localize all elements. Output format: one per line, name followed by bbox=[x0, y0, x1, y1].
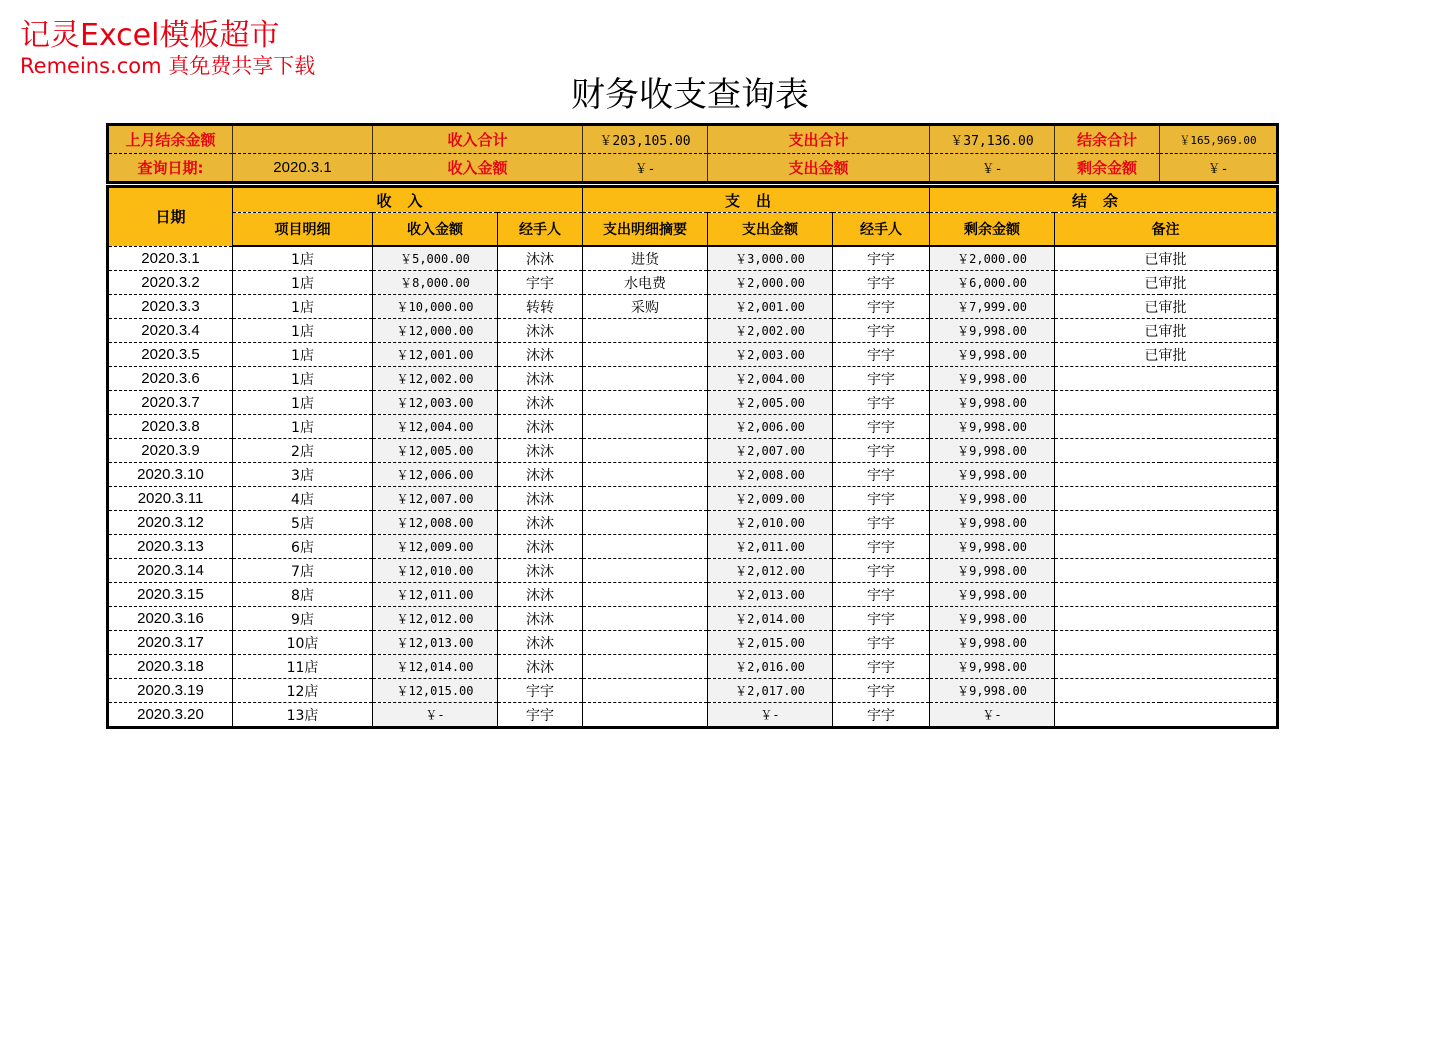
cell-date[interactable]: 2020.3.15 bbox=[108, 583, 233, 607]
cell-date[interactable]: 2020.3.20 bbox=[108, 703, 233, 728]
cell-expense-handler[interactable]: 宇宇 bbox=[833, 439, 930, 463]
query-date-input[interactable]: 2020.3.1 bbox=[233, 154, 373, 183]
cell-remarks[interactable] bbox=[1055, 511, 1278, 535]
cell-item-detail[interactable]: 1店 bbox=[233, 343, 373, 367]
expense-amount-value[interactable]: ￥- bbox=[930, 154, 1055, 183]
cell-expense-summary[interactable] bbox=[583, 583, 708, 607]
cell-expense-amount[interactable]: ￥- bbox=[708, 703, 833, 728]
cell-item-detail[interactable]: 1店 bbox=[233, 246, 373, 271]
cell-expense-summary[interactable] bbox=[583, 703, 708, 728]
cell-date[interactable]: 2020.3.5 bbox=[108, 343, 233, 367]
cell-expense-summary[interactable] bbox=[583, 679, 708, 703]
cell-remarks[interactable] bbox=[1055, 367, 1278, 391]
cell-date[interactable]: 2020.3.17 bbox=[108, 631, 233, 655]
cell-expense-amount[interactable]: ￥2,002.00 bbox=[708, 319, 833, 343]
cell-expense-handler[interactable]: 宇宇 bbox=[833, 295, 930, 319]
table-row bbox=[108, 391, 1278, 415]
cell-expense-handler[interactable]: 宇宇 bbox=[833, 463, 930, 487]
cell-date[interactable]: 2020.3.14 bbox=[108, 559, 233, 583]
remaining-value[interactable]: ￥- bbox=[1160, 154, 1278, 183]
cell-item-detail[interactable]: 1店 bbox=[233, 319, 373, 343]
cell-remarks[interactable] bbox=[1055, 487, 1278, 511]
cell-item-detail[interactable]: 11店 bbox=[233, 655, 373, 679]
cell-remarks[interactable]: 已审批 bbox=[1055, 343, 1278, 367]
cell-remaining-amount[interactable]: ￥6,000.00 bbox=[930, 271, 1055, 295]
cell-remaining-amount[interactable]: ￥9,998.00 bbox=[930, 439, 1055, 463]
cell-income-amount[interactable]: ￥12,005.00 bbox=[373, 439, 498, 463]
cell-remaining-amount[interactable]: ￥9,998.00 bbox=[930, 535, 1055, 559]
header-income-amount: 收入金额 bbox=[373, 213, 498, 247]
cell-income-handler[interactable]: 沐沐 bbox=[498, 463, 583, 487]
income-amount-value[interactable]: ￥- bbox=[583, 154, 708, 183]
prev-balance-value[interactable] bbox=[233, 125, 373, 154]
table-row bbox=[108, 343, 1278, 367]
cell-remaining-amount[interactable]: ￥9,998.00 bbox=[930, 367, 1055, 391]
cell-income-handler[interactable]: 沐沐 bbox=[498, 319, 583, 343]
cell-item-detail[interactable]: 3店 bbox=[233, 463, 373, 487]
cell-expense-handler[interactable]: 宇宇 bbox=[833, 343, 930, 367]
table-row bbox=[108, 295, 1278, 319]
cell-expense-handler[interactable]: 宇宇 bbox=[833, 415, 930, 439]
cell-date[interactable]: 2020.3.19 bbox=[108, 679, 233, 703]
cell-expense-handler[interactable]: 宇宇 bbox=[833, 583, 930, 607]
cell-remaining-amount[interactable]: ￥9,998.00 bbox=[930, 655, 1055, 679]
cell-income-handler[interactable]: 沐沐 bbox=[498, 607, 583, 631]
cell-expense-handler[interactable]: 宇宇 bbox=[833, 703, 930, 728]
expense-amount-label: 支出金额 bbox=[708, 154, 930, 183]
cell-income-amount[interactable]: ￥12,006.00 bbox=[373, 463, 498, 487]
cell-expense-summary[interactable] bbox=[583, 343, 708, 367]
cell-remaining-amount[interactable]: ￥9,998.00 bbox=[930, 607, 1055, 631]
cell-income-amount[interactable]: ￥12,000.00 bbox=[373, 319, 498, 343]
cell-expense-summary[interactable]: 采购 bbox=[583, 295, 708, 319]
cell-remaining-amount[interactable]: ￥9,998.00 bbox=[930, 559, 1055, 583]
header-income-handler: 经手人 bbox=[498, 213, 583, 247]
cell-date[interactable]: 2020.3.10 bbox=[108, 463, 233, 487]
cell-date[interactable]: 2020.3.18 bbox=[108, 655, 233, 679]
cell-remarks[interactable]: 已审批 bbox=[1055, 295, 1278, 319]
cell-remaining-amount[interactable]: ￥9,998.00 bbox=[930, 463, 1055, 487]
cell-expense-summary[interactable] bbox=[583, 367, 708, 391]
cell-item-detail[interactable]: 1店 bbox=[233, 295, 373, 319]
table-row bbox=[108, 703, 1278, 728]
cell-expense-amount[interactable]: ￥2,013.00 bbox=[708, 583, 833, 607]
table-row bbox=[108, 367, 1278, 391]
table-row bbox=[108, 271, 1278, 295]
cell-expense-amount[interactable]: ￥2,005.00 bbox=[708, 391, 833, 415]
cell-expense-handler[interactable]: 宇宇 bbox=[833, 367, 930, 391]
cell-expense-summary[interactable] bbox=[583, 391, 708, 415]
cell-income-handler[interactable]: 沐沐 bbox=[498, 391, 583, 415]
cell-income-handler[interactable]: 沐沐 bbox=[498, 343, 583, 367]
cell-income-amount[interactable]: ￥12,001.00 bbox=[373, 343, 498, 367]
cell-income-handler[interactable]: 沐沐 bbox=[498, 511, 583, 535]
header-expense-amount: 支出金额 bbox=[708, 213, 833, 247]
header-remarks: 备注 bbox=[1055, 213, 1278, 247]
cell-income-amount[interactable]: ￥12,009.00 bbox=[373, 535, 498, 559]
cell-expense-amount[interactable]: ￥2,015.00 bbox=[708, 631, 833, 655]
table-row bbox=[108, 511, 1278, 535]
cell-income-amount[interactable]: ￥12,002.00 bbox=[373, 367, 498, 391]
cell-remarks[interactable] bbox=[1055, 655, 1278, 679]
cell-income-handler[interactable]: 沐沐 bbox=[498, 583, 583, 607]
header-expense-summary: 支出明细摘要 bbox=[583, 213, 708, 247]
cell-expense-summary[interactable] bbox=[583, 487, 708, 511]
header-expense-section: 支出 bbox=[583, 187, 930, 213]
cell-item-detail[interactable]: 8店 bbox=[233, 583, 373, 607]
cell-item-detail[interactable]: 1店 bbox=[233, 415, 373, 439]
cell-income-handler[interactable]: 沐沐 bbox=[498, 559, 583, 583]
cell-date[interactable]: 2020.3.6 bbox=[108, 367, 233, 391]
table-row bbox=[108, 463, 1278, 487]
cell-expense-summary[interactable]: 进货 bbox=[583, 246, 708, 271]
cell-income-handler[interactable]: 沐沐 bbox=[498, 655, 583, 679]
cell-item-detail[interactable]: 10店 bbox=[233, 631, 373, 655]
cell-expense-amount[interactable]: ￥2,012.00 bbox=[708, 559, 833, 583]
header-balance-section: 结余 bbox=[930, 187, 1278, 213]
cell-remarks[interactable] bbox=[1055, 583, 1278, 607]
cell-income-amount[interactable]: ￥12,003.00 bbox=[373, 391, 498, 415]
cell-income-amount[interactable]: ￥10,000.00 bbox=[373, 295, 498, 319]
table-row bbox=[108, 319, 1278, 343]
cell-income-handler[interactable]: 沐沐 bbox=[498, 535, 583, 559]
cell-expense-handler[interactable]: 宇宇 bbox=[833, 246, 930, 271]
cell-date[interactable]: 2020.3.9 bbox=[108, 439, 233, 463]
table-row bbox=[108, 535, 1278, 559]
header-income-section: 收入 bbox=[233, 187, 583, 213]
cell-remaining-amount[interactable]: ￥7,999.00 bbox=[930, 295, 1055, 319]
cell-expense-summary[interactable] bbox=[583, 439, 708, 463]
cell-item-detail[interactable]: 1店 bbox=[233, 271, 373, 295]
ledger-table bbox=[106, 185, 1279, 729]
cell-date[interactable]: 2020.3.8 bbox=[108, 415, 233, 439]
summary-table bbox=[106, 123, 1279, 184]
cell-date[interactable]: 2020.3.2 bbox=[108, 271, 233, 295]
cell-income-amount[interactable]: ￥- bbox=[373, 703, 498, 728]
cell-expense-summary[interactable] bbox=[583, 463, 708, 487]
balance-total-label: 结余合计 bbox=[1055, 125, 1160, 154]
cell-date[interactable]: 2020.3.11 bbox=[108, 487, 233, 511]
cell-remaining-amount[interactable]: ￥9,998.00 bbox=[930, 343, 1055, 367]
cell-remaining-amount[interactable]: ￥9,998.00 bbox=[930, 487, 1055, 511]
cell-expense-amount[interactable]: ￥2,016.00 bbox=[708, 655, 833, 679]
header-date: 日期 bbox=[108, 187, 233, 247]
cell-remarks[interactable] bbox=[1055, 439, 1278, 463]
table-row bbox=[108, 679, 1278, 703]
cell-item-detail[interactable]: 6店 bbox=[233, 535, 373, 559]
cell-expense-amount[interactable]: ￥2,001.00 bbox=[708, 295, 833, 319]
cell-remarks[interactable] bbox=[1055, 535, 1278, 559]
cell-expense-summary[interactable] bbox=[583, 631, 708, 655]
cell-remarks[interactable] bbox=[1055, 631, 1278, 655]
cell-remarks[interactable] bbox=[1055, 607, 1278, 631]
prev-balance-label: 上月结余金额 bbox=[108, 125, 233, 154]
cell-remaining-amount[interactable]: ￥9,998.00 bbox=[930, 391, 1055, 415]
cell-date[interactable]: 2020.3.12 bbox=[108, 511, 233, 535]
income-total-label: 收入合计 bbox=[373, 125, 583, 154]
cell-income-amount[interactable]: ￥12,013.00 bbox=[373, 631, 498, 655]
cell-income-handler[interactable]: 沐沐 bbox=[498, 439, 583, 463]
cell-expense-amount[interactable]: ￥2,006.00 bbox=[708, 415, 833, 439]
table-row bbox=[108, 487, 1278, 511]
cell-income-amount[interactable]: ￥12,014.00 bbox=[373, 655, 498, 679]
cell-expense-handler[interactable]: 宇宇 bbox=[833, 319, 930, 343]
cell-expense-summary[interactable] bbox=[583, 607, 708, 631]
cell-item-detail[interactable]: 4店 bbox=[233, 487, 373, 511]
cell-expense-handler[interactable]: 宇宇 bbox=[833, 511, 930, 535]
cell-income-handler[interactable]: 转转 bbox=[498, 295, 583, 319]
cell-item-detail[interactable]: 9店 bbox=[233, 607, 373, 631]
cell-remaining-amount[interactable]: ￥9,998.00 bbox=[930, 415, 1055, 439]
cell-income-amount[interactable]: ￥12,004.00 bbox=[373, 415, 498, 439]
cell-income-handler[interactable]: 沐沐 bbox=[498, 246, 583, 271]
cell-item-detail[interactable]: 2店 bbox=[233, 439, 373, 463]
income-total-value[interactable]: ￥203,105.00 bbox=[583, 125, 708, 154]
cell-expense-amount[interactable]: ￥2,004.00 bbox=[708, 367, 833, 391]
cell-date[interactable]: 2020.3.7 bbox=[108, 391, 233, 415]
header-item-detail: 项目明细 bbox=[233, 213, 373, 247]
cell-remarks[interactable] bbox=[1055, 679, 1278, 703]
cell-remaining-amount[interactable]: ￥2,000.00 bbox=[930, 246, 1055, 271]
cell-remarks[interactable] bbox=[1055, 703, 1278, 728]
cell-income-handler[interactable]: 宇宇 bbox=[498, 679, 583, 703]
cell-remarks[interactable]: 已审批 bbox=[1055, 246, 1278, 271]
table-row bbox=[108, 559, 1278, 583]
cell-expense-amount[interactable]: ￥2,011.00 bbox=[708, 535, 833, 559]
cell-expense-amount[interactable]: ￥2,003.00 bbox=[708, 343, 833, 367]
cell-income-handler[interactable]: 宇宇 bbox=[498, 703, 583, 728]
cell-expense-amount[interactable]: ￥2,007.00 bbox=[708, 439, 833, 463]
cell-remaining-amount[interactable]: ￥- bbox=[930, 703, 1055, 728]
cell-expense-handler[interactable]: 宇宇 bbox=[833, 487, 930, 511]
cell-income-handler[interactable]: 沐沐 bbox=[498, 415, 583, 439]
table-row bbox=[108, 415, 1278, 439]
cell-expense-summary[interactable]: 水电费 bbox=[583, 271, 708, 295]
cell-income-handler[interactable]: 宇宇 bbox=[498, 271, 583, 295]
cell-expense-handler[interactable]: 宇宇 bbox=[833, 535, 930, 559]
cell-item-detail[interactable]: 5店 bbox=[233, 511, 373, 535]
cell-remaining-amount[interactable]: ￥9,998.00 bbox=[930, 319, 1055, 343]
cell-expense-handler[interactable]: 宇宇 bbox=[833, 607, 930, 631]
cell-expense-amount[interactable]: ￥2,010.00 bbox=[708, 511, 833, 535]
cell-expense-handler[interactable]: 宇宇 bbox=[833, 679, 930, 703]
balance-total-value[interactable]: ￥165,969.00 bbox=[1160, 125, 1278, 154]
cell-item-detail[interactable]: 1店 bbox=[233, 391, 373, 415]
cell-income-amount[interactable]: ￥12,007.00 bbox=[373, 487, 498, 511]
cell-item-detail[interactable]: 13店 bbox=[233, 703, 373, 728]
table-row bbox=[108, 607, 1278, 631]
cell-income-handler[interactable]: 沐沐 bbox=[498, 367, 583, 391]
cell-remaining-amount[interactable]: ￥9,998.00 bbox=[930, 583, 1055, 607]
cell-expense-amount[interactable]: ￥2,000.00 bbox=[708, 271, 833, 295]
expense-total-value[interactable]: ￥37,136.00 bbox=[930, 125, 1055, 154]
cell-item-detail[interactable]: 1店 bbox=[233, 367, 373, 391]
cell-expense-summary[interactable] bbox=[583, 415, 708, 439]
cell-expense-handler[interactable]: 宇宇 bbox=[833, 631, 930, 655]
cell-remarks[interactable] bbox=[1055, 391, 1278, 415]
cell-income-handler[interactable]: 沐沐 bbox=[498, 631, 583, 655]
cell-item-detail[interactable]: 12店 bbox=[233, 679, 373, 703]
cell-expense-handler[interactable]: 宇宇 bbox=[833, 655, 930, 679]
watermark-title: 记灵Excel模板超市 bbox=[20, 18, 280, 53]
cell-income-amount[interactable]: ￥8,000.00 bbox=[373, 271, 498, 295]
page-title: 财务收支查询表 bbox=[571, 75, 809, 115]
cell-income-amount[interactable]: ￥5,000.00 bbox=[373, 246, 498, 271]
watermark-subtitle: Remeins.com 真免费共享下载 bbox=[20, 54, 316, 78]
cell-expense-handler[interactable]: 宇宇 bbox=[833, 271, 930, 295]
cell-expense-amount[interactable]: ￥2,009.00 bbox=[708, 487, 833, 511]
cell-expense-handler[interactable]: 宇宇 bbox=[833, 391, 930, 415]
cell-item-detail[interactable]: 7店 bbox=[233, 559, 373, 583]
cell-remarks[interactable]: 已审批 bbox=[1055, 319, 1278, 343]
table-row bbox=[108, 439, 1278, 463]
cell-date[interactable]: 2020.3.13 bbox=[108, 535, 233, 559]
cell-expense-summary[interactable] bbox=[583, 655, 708, 679]
cell-remaining-amount[interactable]: ￥9,998.00 bbox=[930, 511, 1055, 535]
header-expense-handler: 经手人 bbox=[833, 213, 930, 247]
cell-expense-summary[interactable] bbox=[583, 535, 708, 559]
cell-income-amount[interactable]: ￥12,008.00 bbox=[373, 511, 498, 535]
cell-income-amount[interactable]: ￥12,010.00 bbox=[373, 559, 498, 583]
cell-income-amount[interactable]: ￥12,015.00 bbox=[373, 679, 498, 703]
cell-remarks[interactable] bbox=[1055, 415, 1278, 439]
cell-expense-summary[interactable] bbox=[583, 319, 708, 343]
income-amount-label: 收入金额 bbox=[373, 154, 583, 183]
cell-date[interactable]: 2020.3.4 bbox=[108, 319, 233, 343]
cell-expense-amount[interactable]: ￥2,014.00 bbox=[708, 607, 833, 631]
cell-expense-amount[interactable]: ￥2,017.00 bbox=[708, 679, 833, 703]
table-row bbox=[108, 655, 1278, 679]
cell-remarks[interactable]: 已审批 bbox=[1055, 271, 1278, 295]
cell-date[interactable]: 2020.3.3 bbox=[108, 295, 233, 319]
cell-date[interactable]: 2020.3.1 bbox=[108, 246, 233, 271]
table-row bbox=[108, 631, 1278, 655]
cell-remarks[interactable] bbox=[1055, 559, 1278, 583]
cell-expense-summary[interactable] bbox=[583, 559, 708, 583]
header-remaining-amount: 剩余金额 bbox=[930, 213, 1055, 247]
cell-income-amount[interactable]: ￥12,011.00 bbox=[373, 583, 498, 607]
cell-expense-amount[interactable]: ￥2,008.00 bbox=[708, 463, 833, 487]
cell-income-amount[interactable]: ￥12,012.00 bbox=[373, 607, 498, 631]
cell-remaining-amount[interactable]: ￥9,998.00 bbox=[930, 631, 1055, 655]
cell-expense-amount[interactable]: ￥3,000.00 bbox=[708, 246, 833, 271]
cell-remarks[interactable] bbox=[1055, 463, 1278, 487]
table-row bbox=[108, 246, 1278, 271]
expense-total-label: 支出合计 bbox=[708, 125, 930, 154]
cell-expense-summary[interactable] bbox=[583, 511, 708, 535]
table-row bbox=[108, 583, 1278, 607]
remaining-label: 剩余金额 bbox=[1055, 154, 1160, 183]
cell-expense-handler[interactable]: 宇宇 bbox=[833, 559, 930, 583]
cell-date[interactable]: 2020.3.16 bbox=[108, 607, 233, 631]
cell-remaining-amount[interactable]: ￥9,998.00 bbox=[930, 679, 1055, 703]
cell-income-handler[interactable]: 沐沐 bbox=[498, 487, 583, 511]
query-date-label: 查询日期: bbox=[108, 154, 233, 183]
